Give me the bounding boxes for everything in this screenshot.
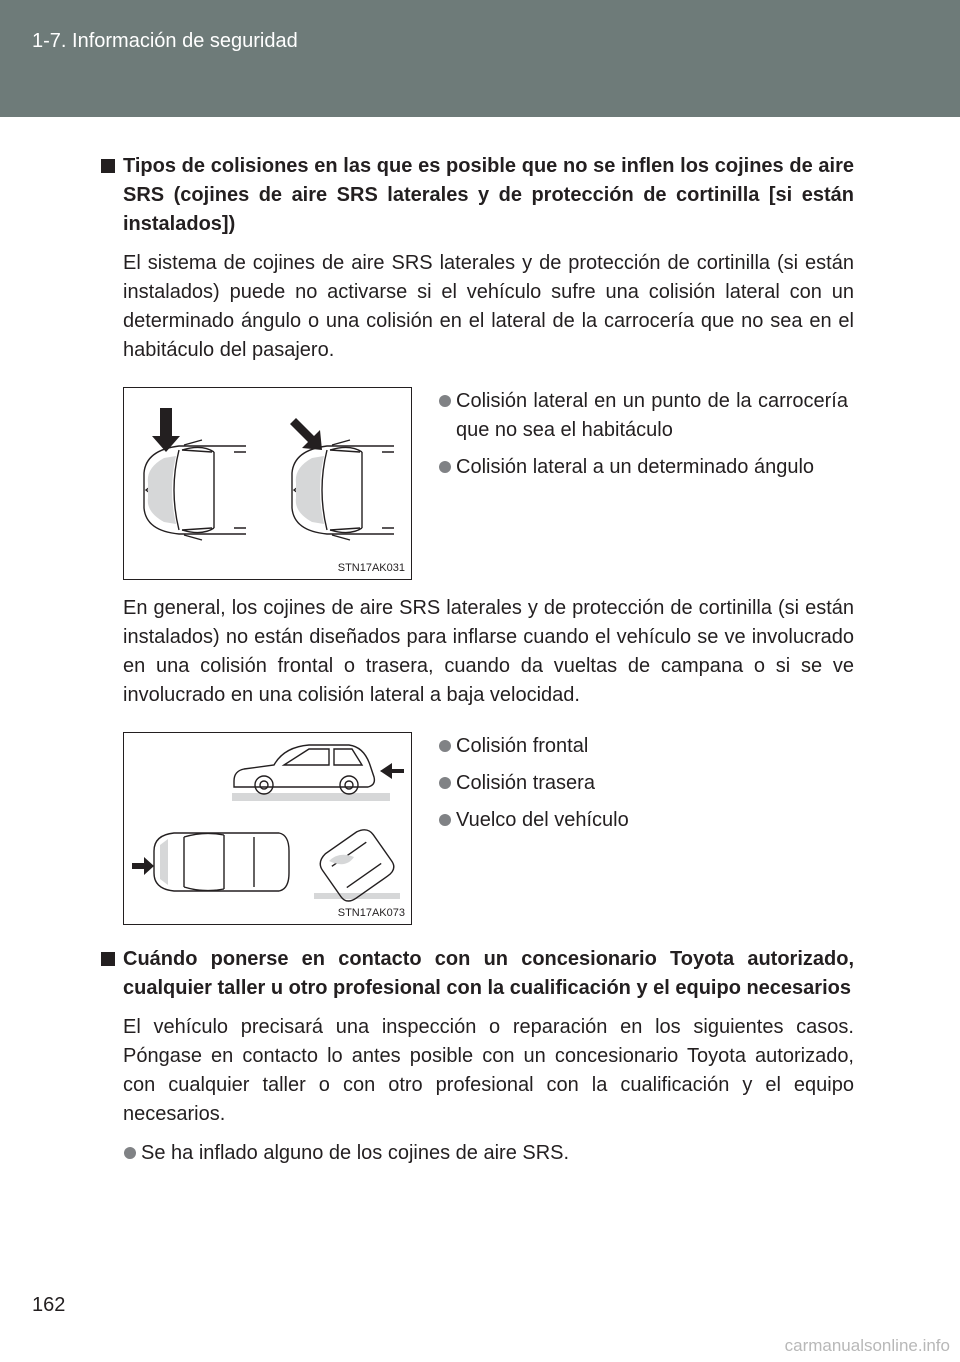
watermark: carmanualsonline.info	[784, 1336, 950, 1355]
list-item	[123, 1139, 854, 1168]
bullet-list-inspection	[123, 1139, 854, 1168]
list-item	[438, 453, 848, 482]
bullet-icon	[439, 814, 451, 826]
list-item-text: Colisión lateral en un punto de la carrocería que no sea el habitáculo	[456, 390, 848, 441]
page-number: 162	[32, 1294, 66, 1316]
section-title: 1-7. Información de seguridad	[32, 30, 298, 52]
body-paragraph-2: En general, los cojines de aire SRS laterales y de protección de cortinilla (si están instalados) no están diseñados para inflarse cuando el vehículo se ve involucrado en una colisión frontal o trasera, cuando da vueltas de campana o si se ve involucrado en una colisión lateral a baja velocidad.	[123, 597, 854, 706]
list-item	[438, 732, 848, 761]
square-bullet-icon	[101, 159, 115, 173]
side-collision-illustration	[124, 388, 411, 579]
figure-code: STN17AK073	[337, 907, 405, 919]
heading-text: Cuándo ponerse en contacto con un concesionario Toyota autorizado, cualquier taller u otro profesional con la cualificación y el equipo necesarios	[123, 948, 854, 999]
bullet-icon	[439, 777, 451, 789]
list-item-text: Se ha inflado alguno de los cojines de aire SRS.	[141, 1142, 570, 1164]
bullet-icon	[439, 395, 451, 407]
figure-row-side-collision	[98, 387, 854, 580]
section-heading-contacto	[98, 945, 854, 1003]
section-heading-colisiones	[98, 152, 854, 239]
bullet-icon	[439, 740, 451, 752]
list-item-text: Colisión frontal	[456, 735, 589, 757]
figure-code: STN17AK031	[337, 562, 405, 574]
list-item	[438, 769, 848, 798]
bullet-icon	[124, 1147, 136, 1159]
heading-text: Tipos de colisiones en las que es posible que no se inflen los cojines de aire SRS (cojines de aire SRS laterales y de protección de cortinilla [si están instalados])	[123, 155, 854, 235]
list-item	[438, 387, 848, 445]
side-collision-figure	[123, 387, 412, 580]
other-collisions-figure	[123, 732, 412, 925]
bullet-icon	[439, 461, 451, 473]
page-header	[0, 0, 960, 117]
front-rear-rollover-illustration	[124, 733, 411, 924]
page-content	[98, 152, 854, 1176]
bullet-list-other	[438, 732, 848, 925]
list-item-text: Colisión lateral a un determinado ángulo	[456, 456, 815, 478]
list-item	[438, 806, 848, 835]
square-bullet-icon	[101, 952, 115, 966]
body-paragraph: El sistema de cojines de aire SRS laterales y de protección de cortinilla (si están instalados) puede no activarse si el vehículo sufre una colisión lateral con un determinado ángulo o una colisión en el lateral de la carrocería que no sea en el habitáculo del pasajero.	[123, 252, 854, 361]
body-paragraph-3: El vehículo precisará una inspección o reparación en los siguientes casos. Póngase en contacto lo antes posible con un concesionario Toyota autorizado, con cualquier taller o con otro profesional con la cualificación y el equipo necesarios.	[123, 1016, 854, 1125]
list-item-text: Colisión trasera	[456, 772, 595, 794]
bullet-list-side	[438, 387, 848, 580]
figure-row-other-collisions	[98, 732, 854, 925]
list-item-text: Vuelco del vehículo	[456, 809, 629, 831]
